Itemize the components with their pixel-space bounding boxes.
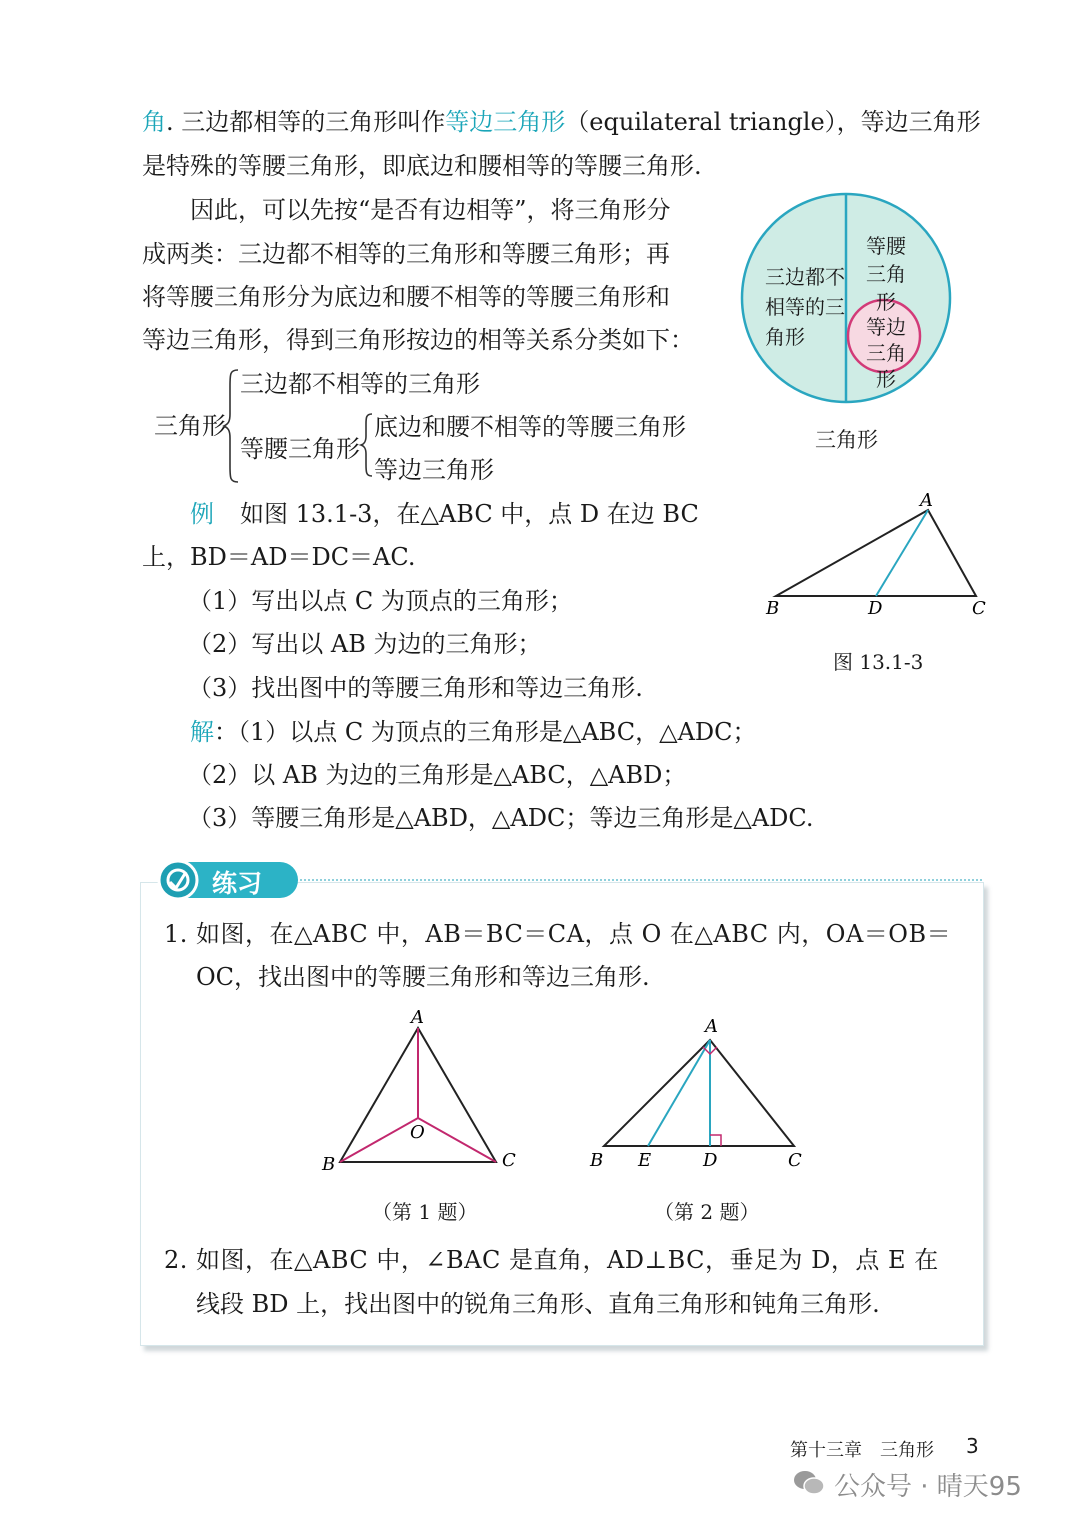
label-b: B bbox=[766, 598, 780, 619]
paragraph-line-3: 将等腰三角形分为底边和腰不相等的等腰三角形和 bbox=[142, 283, 670, 311]
solution-line-1 bbox=[190, 716, 757, 748]
classification-sub-2: 等边三角形 bbox=[374, 456, 494, 484]
venn-right-label: 等腰 三角形 bbox=[866, 234, 906, 314]
practice-figure-1 bbox=[318, 1006, 528, 1176]
figure-13-1-3 bbox=[760, 488, 1000, 628]
practice-figure-2-caption: （第 2 题） bbox=[654, 1200, 760, 1224]
paragraph-line-1: 因此，可以先按“是否有边相等”，将三角形分 bbox=[190, 196, 671, 224]
fig1-label-o: O bbox=[410, 1122, 425, 1143]
fig1-label-b: B bbox=[322, 1154, 336, 1175]
paragraph-line-4: 等边三角形，得到三角形按边的相等关系分类如下： bbox=[142, 326, 694, 354]
practice-box bbox=[140, 882, 984, 1346]
solution-line-3: （3）等腰三角形是△ABD，△ADC；等边三角形是△ADC. bbox=[188, 804, 814, 832]
intro-line-2: 是特殊的等腰三角形，即底边和腰相等的等腰三角形. bbox=[142, 152, 702, 180]
intro-text-a: . 三边都相等的三角形叫作 bbox=[166, 108, 446, 136]
term-equilateral-triangle: 等边三角形 bbox=[445, 108, 566, 136]
practice-figure-2 bbox=[584, 1010, 814, 1174]
classification-sub-1: 底边和腰不相等的等腰三角形 bbox=[374, 413, 686, 441]
fig2-triangle-abc bbox=[604, 1040, 794, 1146]
fig1-label-c: C bbox=[502, 1150, 516, 1171]
classification-branch-1: 三边都不相等的三角形 bbox=[240, 370, 480, 398]
label-d: D bbox=[868, 598, 883, 619]
example-label: 例 bbox=[190, 500, 214, 528]
example-line-2: 上，BD＝AD＝DC＝AC. bbox=[142, 543, 416, 571]
label-c: C bbox=[972, 598, 986, 619]
fig2-label-a: A bbox=[705, 1016, 718, 1037]
intro-term-fragment: 角 bbox=[142, 108, 166, 136]
intro-text-b: （equilateral triangle），等边三角形 bbox=[565, 108, 981, 136]
solution-line-2: （2）以 AB 为边的三角形是△ABC，△ABD； bbox=[188, 761, 687, 789]
practice-q2-line-2: 线段 BD 上，找出图中的锐角三角形、直角三角形和钝角三角形. bbox=[196, 1290, 880, 1318]
wechat-icon bbox=[792, 1468, 826, 1498]
example-question-2: （2）写出以 AB 为边的三角形； bbox=[188, 630, 542, 658]
example-question-3: （3）找出图中的等腰三角形和等边三角形. bbox=[188, 674, 643, 702]
fig2-label-e: E bbox=[638, 1150, 652, 1171]
practice-q2-line-1: 2. 如图，在△ABC 中，∠BAC 是直角，AD⊥BC，垂足为 D，点 E 在 bbox=[164, 1246, 939, 1274]
fig2-label-c: C bbox=[788, 1150, 802, 1171]
paragraph-line-2: 成两类：三边都不相等的三角形和等腰三角形；再 bbox=[142, 240, 670, 268]
practice-figure-1-caption: （第 1 题） bbox=[372, 1200, 478, 1224]
venn-left-label: 三边都不 相等的三 角形 bbox=[765, 265, 845, 349]
classification-branch-2: 等腰三角形 bbox=[240, 435, 360, 463]
example-text-1: 如图 13.1-3，在△ABC 中，点 D 在边 BC bbox=[240, 500, 699, 528]
practice-q1-line-1: 1. 如图，在△ABC 中，AB＝BC＝CA，点 O 在△ABC 内，OA＝OB＝ bbox=[164, 920, 952, 948]
practice-icon bbox=[156, 858, 200, 902]
practice-q1-line-2: OC，找出图中的等腰三角形和等边三角形. bbox=[196, 963, 650, 991]
classification-braces bbox=[222, 366, 372, 486]
fig1-label-a: A bbox=[411, 1007, 424, 1028]
segment-ad bbox=[876, 510, 928, 596]
example-line-1 bbox=[190, 498, 699, 530]
fig2-label-b: B bbox=[590, 1150, 604, 1171]
venn-inner-label: 等边 三角形 bbox=[866, 315, 906, 391]
classification-root: 三角形 bbox=[154, 412, 226, 440]
triangle-abc bbox=[776, 510, 976, 596]
example-question-1: （1）写出以点 C 为顶点的三角形； bbox=[188, 587, 573, 615]
solution-text-1: ：（1）以点 C 为顶点的三角形是△ABC，△ADC； bbox=[214, 718, 757, 746]
practice-title: 练习 bbox=[212, 869, 263, 898]
fig2-label-d: D bbox=[703, 1150, 718, 1171]
watermark-text: 公众号 · 晴天95 bbox=[834, 1472, 1022, 1502]
solution-label: 解 bbox=[190, 718, 214, 746]
fig2-right-angle-d bbox=[710, 1135, 721, 1146]
figure-13-1-3-caption: 图 13.1-3 bbox=[833, 650, 924, 674]
footer-chapter: 第十三章 三角形 bbox=[790, 1440, 934, 1461]
venn-caption: 三角形 bbox=[815, 428, 878, 452]
page-number: 3 bbox=[966, 1434, 979, 1458]
intro-line-1 bbox=[142, 106, 981, 138]
label-a: A bbox=[920, 490, 933, 511]
